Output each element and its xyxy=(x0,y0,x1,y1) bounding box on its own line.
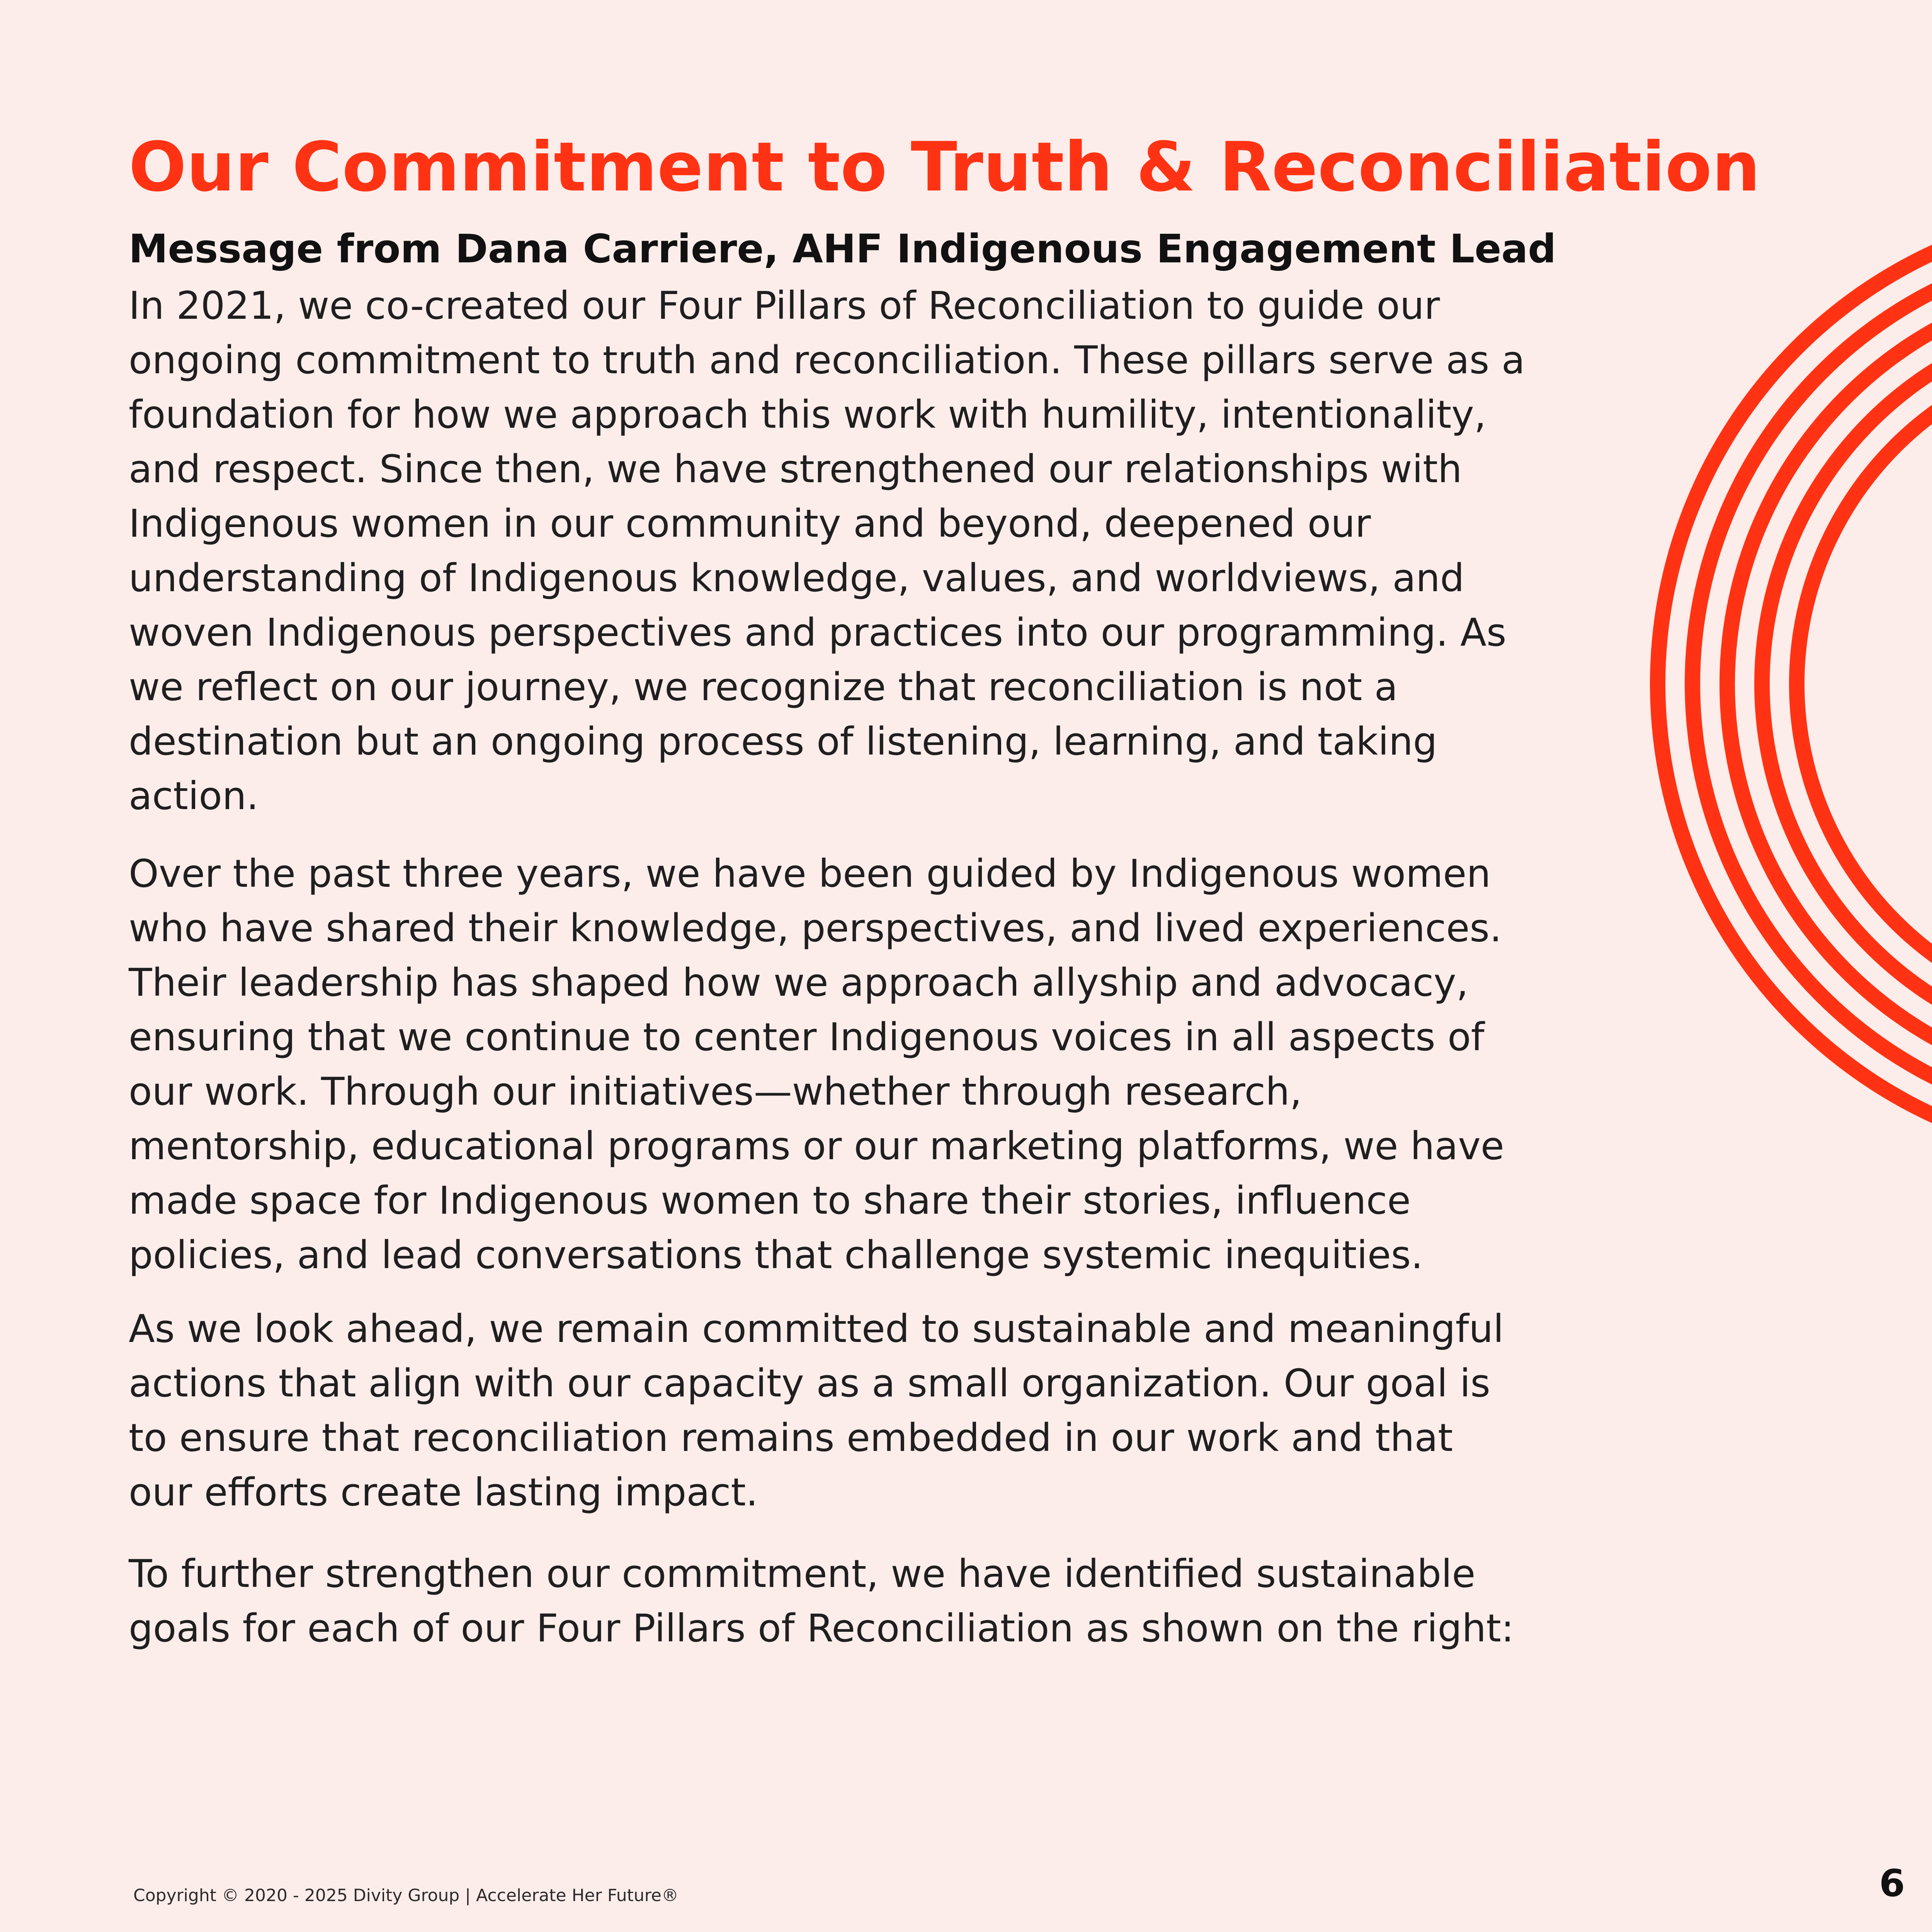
arc-ring-5 xyxy=(1797,348,1932,1020)
paragraph-1: In 2021, we co-created our Four Pillars of Reconciliation to guide our ongoing commitment to truth and reconciliation. These pillars serve as a foundation for how we approach this work with humility, intentionality, and respect. Since then, we have strengthened our relationships with Indigenous women in our community and beyond, deepened our understanding of Indigenous knowledge, values, and worldviews, and woven Indigenous perspectives and practices into our programming. As we reflect on our journey, we recognize that reconciliation is not a destination but an ongoing process of listening, learning, and taking action. xyxy=(129,284,1525,819)
page-number: 6 xyxy=(1879,1862,1905,1905)
main-content xyxy=(129,128,1760,1656)
paragraph-4: To further strengthen our commitment, we have identified sustainable goals for each of our Four Pillars of Reconciliation as shown on the right: xyxy=(129,1552,1514,1651)
arc-ring-4 xyxy=(1762,313,1932,1055)
arc-ring-2 xyxy=(1692,243,1932,1124)
paragraph-3: As we look ahead, we remain committed to sustainable and meaningful actions that align with our capacity as a small organization. Our goal is to ensure that reconciliation remains embedded in our work and that our efforts create lasting impact. xyxy=(129,1307,1504,1515)
page-title: Our Commitment to Truth & Reconciliation xyxy=(129,128,1760,207)
arc-ring-3 xyxy=(1727,278,1932,1090)
copyright-footer: Copyright © 2020 - 2025 Divity Group | Accelerate Her Future® xyxy=(133,1886,679,1905)
paragraph-2: Over the past three years, we have been guided by Indigenous women who have shared their knowledge, perspectives, and lived experiences. Their leadership has shaped how we approach allyship and advocacy, ensuring that we continue to center Indigenous voices in all aspects of our work. Through our initiatives—whether through research, mentorship, educational programs or our marketing platforms, we have made space for Indigenous women to share their stories, influence policies, and lead conversations that challenge systemic inequities. xyxy=(129,852,1504,1278)
arc-ring-1 xyxy=(1658,209,1932,1159)
message-subtitle: Message from Dana Carriere, AHF Indigenous Engagement Lead xyxy=(129,226,1556,272)
